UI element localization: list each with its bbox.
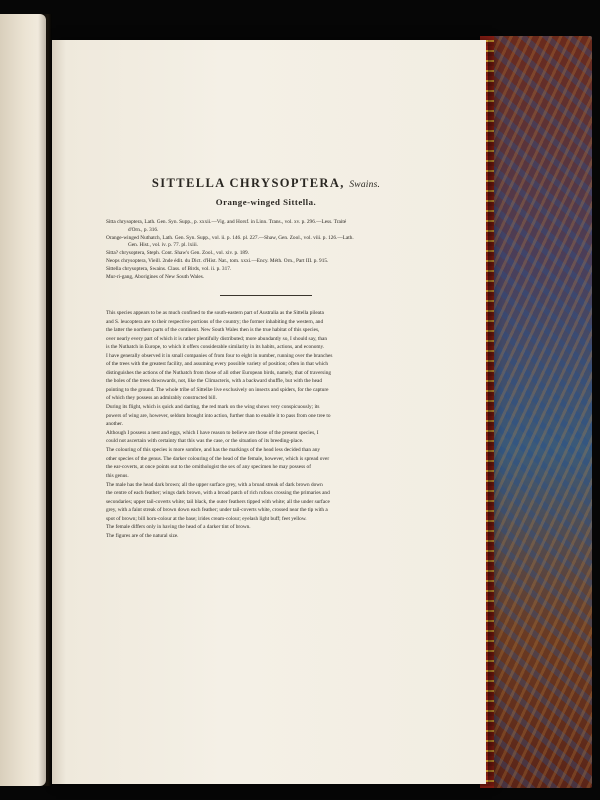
species-authority: Swains. <box>349 180 381 190</box>
page-title <box>106 176 426 191</box>
description-paragraph: Although I possess a nest and eggs, which I have reason to believe are those of the present species, I could not ascertain with certainty that this was the case, or the situation of its breeding-place. <box>106 429 319 445</box>
synonymy-line: Gen. Hist., vol. iv. p. 77. pl. lxiii. <box>128 242 198 249</box>
description-paragraph: The figures are of the natural size. <box>106 533 179 540</box>
description-paragraph: During its flight, which is quick and darting, the red mark on the wing shows very conspicuously; its powers of wing are, however, seldom brought into action, further than to enable it to pass from one tree to another. <box>106 404 331 428</box>
synonymy-list <box>106 219 426 281</box>
description-paragraph: The male has the head dark brown; all the upper surface grey, with a broad streak of dark brown down the centre of each feather; wings dark brown, with a broad patch of rich rufous crossing the primaries and secondaries; upper tail-coverts white; tail black, the outer feathers tipped with white; all the under surface grey, with a faint streak of brown down each feather; under tail-coverts white, crossed near the tip with a spot of brown; bill horn-colour at the base; irides cream-colour; eyelash light buff; feet yellow. <box>106 481 330 522</box>
synonymy-line: Sitta chrysoptera, Lath. Gen. Syn. Supp., p. xxxii.—Vig. and Horsf. in Linn. Trans., vol. xv. p. 296.—Less. Traité <box>106 219 347 225</box>
synonymy-line: Neops chrysoptera, Vieill. 2nde édit. du Dict. d'Hist. Nat., tom. xxxi.—Ency. Méth. Orn., Part III. p. 915. <box>106 257 329 264</box>
description-paragraph: The female differs only in having the head of a darker tint of brown. <box>106 524 251 531</box>
section-divider <box>220 295 312 296</box>
description-paragraph: This species appears to be as much confined to the south-eastern part of Australia as the Sittella pileata and S. leucoptera are to their respective portions of the country; the former inhabiting the western, and the latter the northern parts of the continent. New South Wales then is the true habitat of this species, over nearly every part of which it is rather plentifully distributed; more abundantly so, I should say, than is the Nuthatch in Europe, to which it offers considerable similarity in its habits, actions, and economy. I have generally observed it in small companies of from four to eight in number, running over the branches of the trees with the greatest facility, and assuming every possible variety of position; often in that which distinguishes the actions of the Nuthatch from those of all other European birds, namely, that of traversing the boles of the trees downwards, not, like the Climacteris, with a backward shuffle, but with the head pointing to the ground. The whole tribe of Sittellæ live exclusively on insects and spiders, for the capture of which they possess an admirably constructed bill. <box>106 310 333 402</box>
page-content <box>106 176 426 541</box>
description-paragraph: The colouring of this species is more sombre, and has the markings of the head less decided than any other species of the genus. The darker colouring of the head of the female, however, which is spread over the ear-coverts, at once points out to the ornithologist the sex of any specimen he may possess of this genus. <box>106 447 330 479</box>
synonymy-line: Mur-ri-gang, Aborigines of New South Wales. <box>106 273 205 280</box>
common-name: Orange-winged Sittella. <box>215 197 317 207</box>
description-body <box>106 309 426 540</box>
synonymy-line: d'Orn., p. 316. <box>128 226 159 233</box>
synonymy-line: Orange-winged Nuthatch, Lath. Gen. Syn. Supp., vol. ii. p. 146. pl. 227.—Shaw, Gen. Zool., vol. viii. p. 126.—Lath. <box>106 234 354 241</box>
marbled-cover-board <box>480 36 592 788</box>
synonymy-line: Sittella chrysoptera, Swains. Class. of Birds, vol. ii. p. 317. <box>106 265 232 272</box>
synonymy-line: Sitta? chrysoptera, Steph. Cont. Shaw's Gen. Zool., vol. xiv. p. 189. <box>106 250 250 257</box>
book-gutter <box>38 14 52 786</box>
book-page <box>52 40 486 784</box>
species-name: SITTELLA CHRYSOPTERA, <box>151 176 345 190</box>
